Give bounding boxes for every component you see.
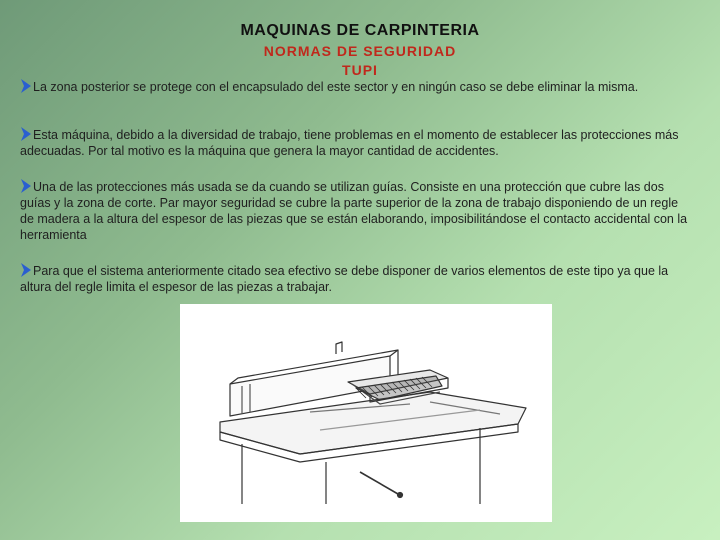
slide-subtitle: NORMAS DE SEGURIDAD xyxy=(263,43,457,59)
paragraph-1 xyxy=(20,78,690,95)
arrow-bullet-icon xyxy=(20,262,32,278)
slide-section-title: TUPI xyxy=(342,62,378,78)
spindle-moulder-guard-icon xyxy=(180,304,552,522)
arrow-bullet-icon xyxy=(20,78,32,94)
paragraph-2 xyxy=(20,126,690,159)
paragraph-text: Para que el sistema anteriormente citado sea efectivo se debe disponer de varios elementos de este tipo ya que la altura del regle limita el espesor de las piezas a trabajar. xyxy=(20,264,669,294)
arrow-bullet-icon xyxy=(20,126,32,142)
arrow-bullet-icon xyxy=(20,178,32,194)
slide-title: MAQUINAS DE CARPINTERIA xyxy=(240,22,480,39)
paragraph-3 xyxy=(20,178,690,243)
paragraph-text: Esta máquina, debido a la diversidad de trabajo, tiene problemas en el momento de establecer las protecciones más adecuadas. Por tal motivo es la máquina que genera la mayor cantidad de accidentes. xyxy=(20,128,679,158)
paragraph-text: Una de las protecciones más usada se da cuando se utilizan guías. Consiste en una protección que cubre las dos guías y la zona de corte. Par mayor seguridad se cubre la parte superior de la zona de trabajo disponiendo de un regle de madera a la altura del espesor de las piezas que se están elaborando, imposibilitándose el contacto accidental con la herramienta xyxy=(20,180,688,242)
spindle-moulder-illustration xyxy=(180,304,552,522)
paragraph-4 xyxy=(20,262,690,295)
paragraph-text: La zona posterior se protege con el encapsulado del este sector y en ningún caso se debe eliminar la misma. xyxy=(33,80,639,94)
